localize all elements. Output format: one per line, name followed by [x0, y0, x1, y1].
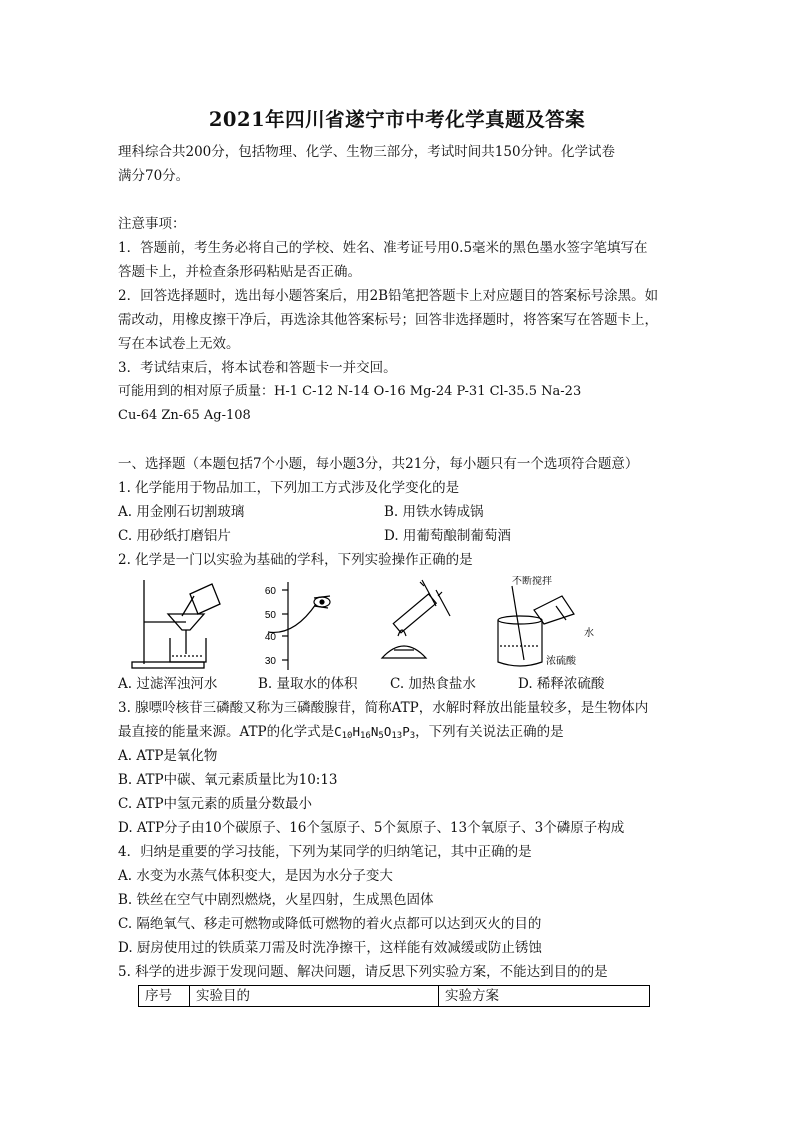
note-2a: 2．回答选择题时，选出每小题答案后，用2B铅笔把答题卡上对应题目的答案标号涂黑。如 [118, 288, 659, 304]
header-method: 实验方案 [439, 986, 650, 1007]
q1-stem: 1. 化学能用于物品加工，下列加工方式涉及化学变化的是 [118, 480, 460, 496]
q5-table [138, 985, 650, 1007]
q3-option-a: A. ATP是氧化物 [118, 748, 218, 764]
q4-option-c: C. 隔绝氧气、移走可燃物或降低可燃物的着火点都可以达到灭火的目的 [118, 916, 542, 932]
q3-stem-b-post: ，下列有关说法正确的是 [415, 724, 564, 740]
q4-stem: 4．归纳是重要的学习技能，下列为某同学的归纳笔记，其中正确的是 [118, 844, 532, 860]
note-1b: 答题卡上，并检查条形码粘贴是否正确。 [118, 264, 361, 280]
note-1a: 1．答题前，考生务必将自己的学校、姓名、准考证号用0.5毫米的黑色墨水签字笔填写在 [118, 240, 648, 256]
section-heading: 一、选择题（本题包括7个小题，每小题3分，共21分，每小题只有一个选项符合题意） [118, 456, 639, 472]
cylinder-reading-diagram [254, 576, 354, 672]
note-3: 3．考试结束后，将本试卷和答题卡一并交回。 [118, 360, 397, 376]
stir-label: 不断搅拌 [512, 576, 552, 587]
page-title: 2021年四川省遂宁市中考化学真题及答案 [208, 108, 586, 131]
q3-option-b: B. ATP中碳、氧元素质量比为10:13 [118, 772, 338, 788]
q3-stem-b [118, 722, 564, 742]
q2-option-d: D. 稀释浓硫酸 [518, 676, 605, 692]
filtration-diagram [124, 576, 224, 672]
note-2c: 写在本试卷上无效。 [118, 336, 240, 352]
heating-diagram [364, 576, 474, 672]
q2-option-c: C. 加热食盐水 [390, 676, 476, 692]
q4-option-b: B. 铁丝在空气中剧烈燃烧，火星四射，生成黑色固体 [118, 892, 434, 908]
header-index: 序号 [139, 986, 190, 1007]
q1-option-d: D. 用葡萄酿制葡萄酒 [384, 528, 511, 544]
q3-option-d: D. ATP分子由10个碳原子、16个氢原子、5个氮原子、13个氧原子、3个磷原子构成 [118, 820, 625, 836]
q3-stem-b-pre: 最直接的能量来源。ATP的化学式是 [118, 724, 335, 740]
q5-stem: 5. 科学的进步源于发现问题、解决问题，请反思下列实验方案，不能达到目的的是 [118, 964, 608, 980]
acid-label: 浓硫酸 [546, 656, 576, 667]
table-header-row [139, 986, 650, 1007]
q4-option-a: A. 水变为水蒸气体积变大，是因为水分子变大 [118, 868, 393, 884]
intro-line-2: 满分70分。 [118, 168, 190, 184]
atomic-masses-b: Cu-64 Zn-65 Ag-108 [118, 408, 251, 423]
intro-line-1: 理科综合共200分，包括物理、化学、生物三部分，考试时间共150分钟。化学试卷 [118, 144, 616, 160]
dilution-diagram [490, 576, 630, 672]
q1-option-b: B. 用铁水铸成锅 [384, 504, 484, 520]
notes-heading: 注意事项： [118, 216, 186, 232]
q2-option-b: B. 量取水的体积 [258, 676, 358, 692]
tick-50: 50 [264, 610, 276, 621]
header-purpose: 实验目的 [190, 986, 439, 1007]
q3-stem-a: 3. 腺嘌呤核苷三磷酸又称为三磷酸腺苷，简称ATP，水解时释放出能量较多，是生物体内 [118, 700, 649, 716]
tick-40: 40 [264, 632, 276, 643]
q2-stem: 2. 化学是一门以实验为基础的学科，下列实验操作正确的是 [118, 552, 473, 568]
tick-30: 30 [264, 656, 276, 667]
note-2b: 需改动，用橡皮擦干净后，再选涂其他答案标号；回答非选择题时，将答案写在答题卡上， [118, 312, 658, 328]
atp-formula: $C_{10}H_{16}N_5O_{13}P_3$ [334, 724, 416, 741]
q4-option-d: D. 厨房使用过的铁质菜刀需及时洗净擦干，这样能有效减缓或防止锈蚀 [118, 940, 542, 956]
q1-option-a: A. 用金刚石切割玻璃 [118, 504, 245, 520]
q1-option-c: C. 用砂纸打磨铝片 [118, 528, 231, 544]
water-label: 水 [584, 628, 594, 639]
q2-figures [118, 576, 658, 672]
q3-option-c: C. ATP中氢元素的质量分数最小 [118, 796, 313, 812]
q2-option-a: A. 过滤浑浊河水 [118, 676, 218, 692]
atomic-masses-a: 可能用到的相对原子质量：H-1 C-12 N-14 O-16 Mg-24 P-31 Cl-35.5 Na-23 [118, 384, 582, 399]
tick-60: 60 [264, 586, 276, 597]
